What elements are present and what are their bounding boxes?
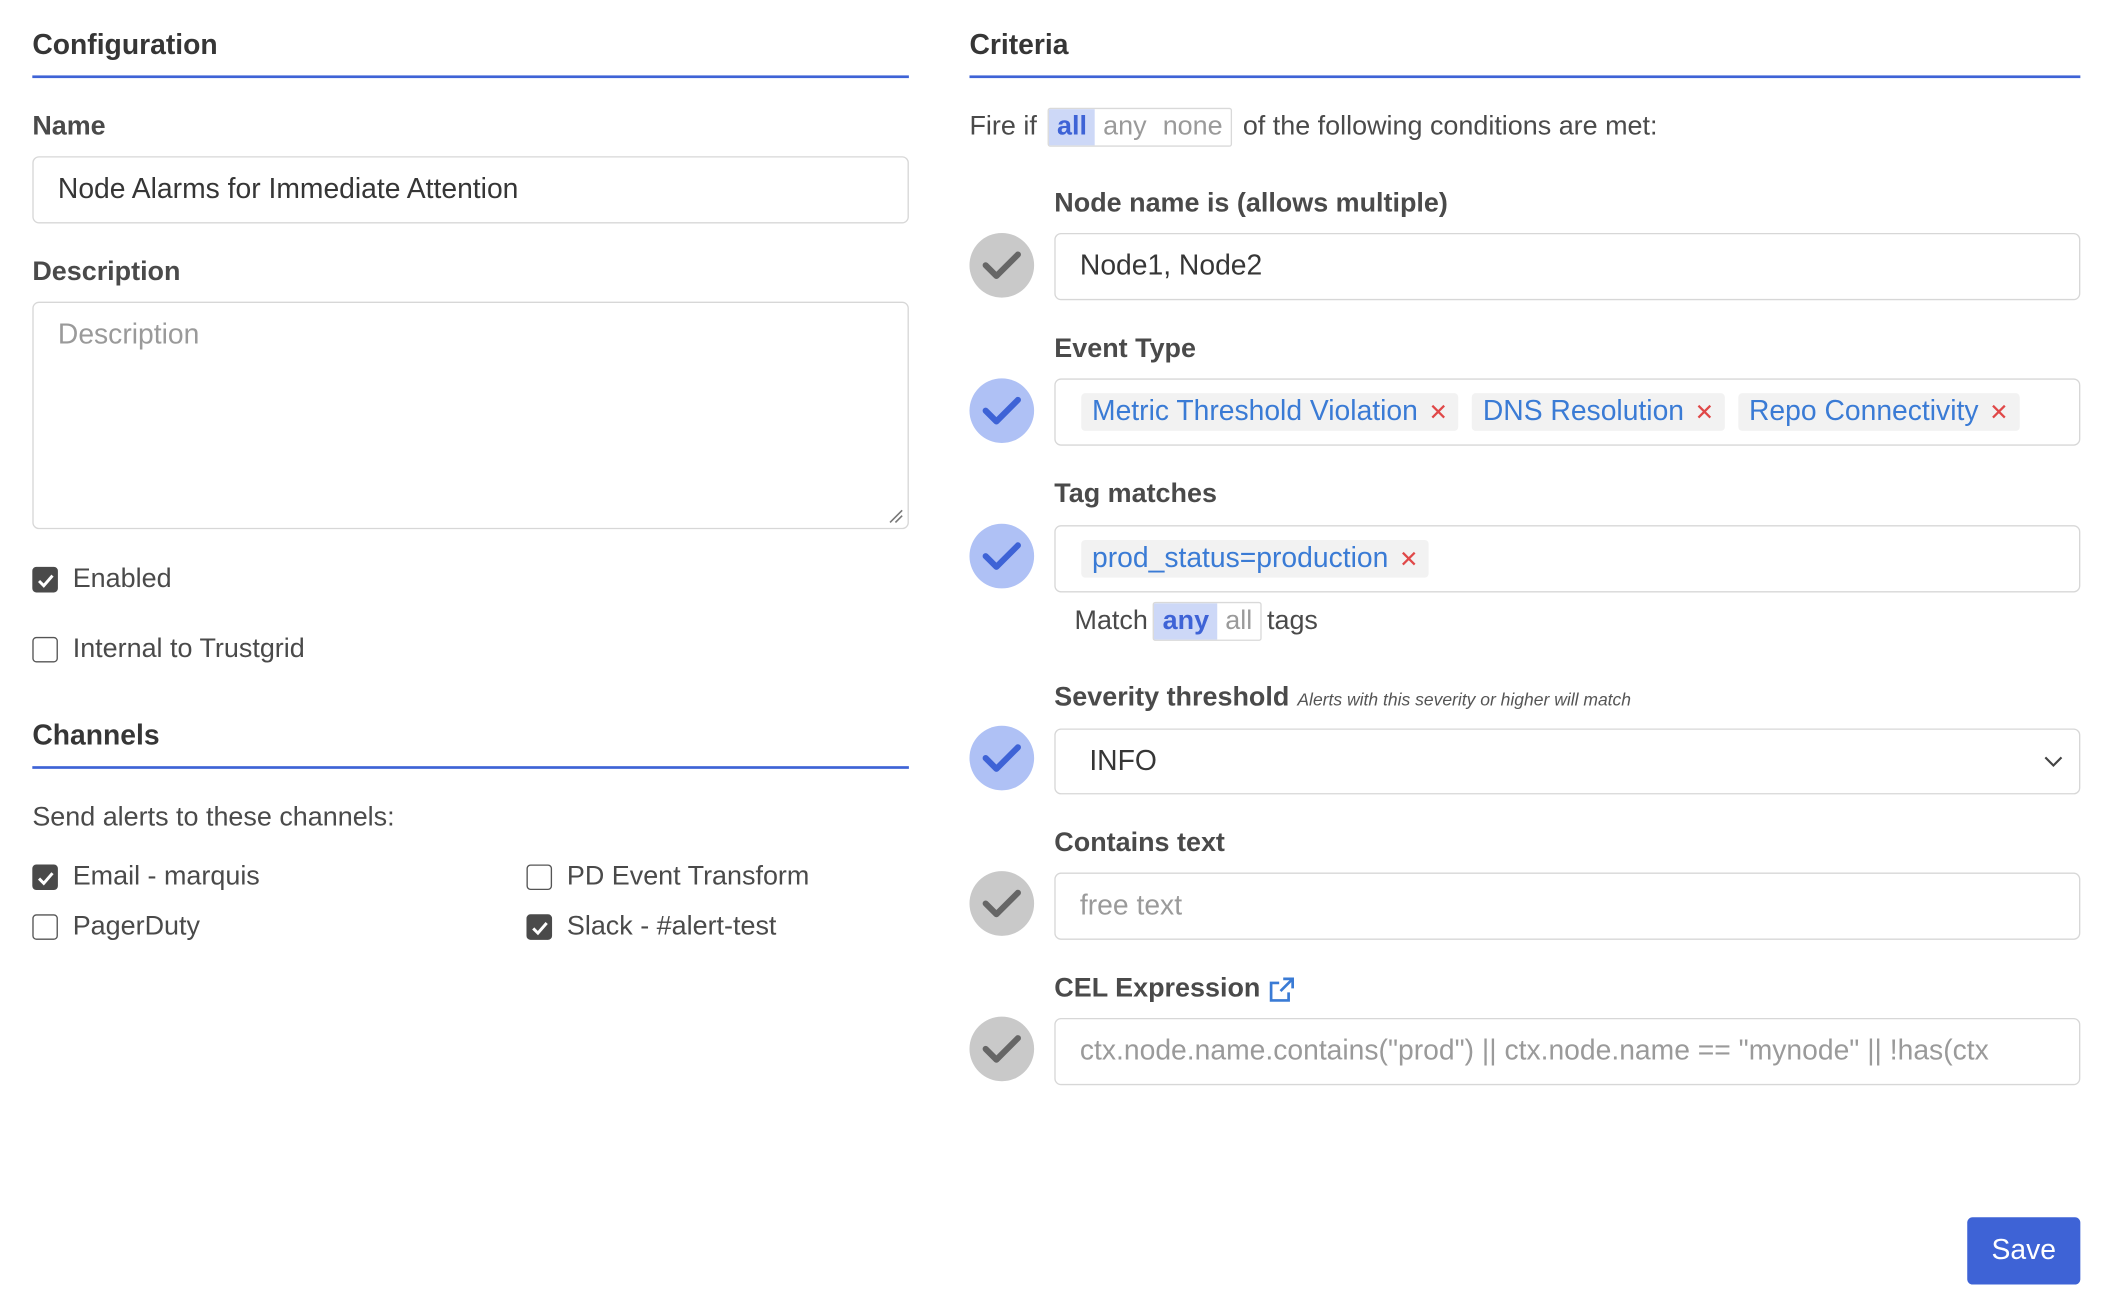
node-name-toggle[interactable] xyxy=(969,233,1034,298)
cel-label: CEL Expression xyxy=(1054,973,1261,1004)
channels-divider xyxy=(32,766,909,769)
resize-handle-icon[interactable] xyxy=(887,508,903,524)
name-input[interactable] xyxy=(32,156,909,223)
criteria-divider xyxy=(969,75,2080,78)
chevron-down-icon xyxy=(2044,755,2063,767)
contains-text-input[interactable] xyxy=(1054,873,2080,940)
channel-email-checkbox[interactable] xyxy=(32,864,58,890)
tag-matches-toggle[interactable] xyxy=(969,524,1034,589)
check-icon xyxy=(982,395,1022,427)
channel-pagerduty-checkbox[interactable] xyxy=(32,914,58,940)
event-type-tag xyxy=(1081,393,1458,431)
fire-if-row xyxy=(969,108,1657,147)
severity-label-row xyxy=(1054,683,1631,714)
node-name-label: Node name is (allows multiple) xyxy=(1054,188,1448,219)
channel-pagerduty-row[interactable] xyxy=(32,912,200,943)
enabled-label: Enabled xyxy=(72,564,172,594)
external-link-icon[interactable] xyxy=(1268,976,1295,1003)
close-icon[interactable]: ✕ xyxy=(1989,399,2009,425)
close-icon[interactable]: ✕ xyxy=(1428,399,1448,425)
configuration-divider xyxy=(32,75,909,78)
cel-expression-placeholder: ctx.node.name.contains("prod") || ctx.node.name == "mynode" || !has(ctx xyxy=(1079,1035,1989,1067)
contains-text-toggle[interactable] xyxy=(969,871,1034,936)
criteria-title: Criteria xyxy=(969,29,1069,61)
event-type-toggle[interactable] xyxy=(969,378,1034,443)
description-placeholder: Description xyxy=(57,319,200,351)
fire-if-prefix: Fire if xyxy=(969,111,1037,142)
internal-checkbox[interactable] xyxy=(32,637,58,663)
fire-if-suffix: of the following conditions are met: xyxy=(1242,111,1658,142)
save-button[interactable]: Save xyxy=(1967,1217,2080,1284)
enabled-checkbox-row[interactable] xyxy=(32,564,171,595)
cel-label-row xyxy=(1054,974,1295,1005)
description-textarea[interactable] xyxy=(32,302,909,530)
close-icon[interactable]: ✕ xyxy=(1694,399,1714,425)
node-name-input[interactable] xyxy=(1054,233,2080,300)
fire-if-option-all[interactable]: all xyxy=(1049,109,1095,145)
cel-toggle[interactable] xyxy=(969,1017,1034,1082)
tag-match-tag xyxy=(1081,540,1429,578)
check-icon xyxy=(982,540,1022,572)
close-icon[interactable]: ✕ xyxy=(1399,546,1419,572)
match-mode-row xyxy=(1075,602,1318,641)
channel-email-label: Email - marquis xyxy=(72,861,260,892)
channel-pagerduty-label: PagerDuty xyxy=(72,911,200,942)
match-option-any[interactable]: any xyxy=(1155,603,1218,639)
match-mode-toggle[interactable] xyxy=(1153,602,1261,641)
severity-toggle[interactable] xyxy=(969,726,1034,791)
name-input-value: Node Alarms for Immediate Attention xyxy=(57,173,519,205)
event-type-multiselect[interactable] xyxy=(1054,378,2080,445)
channel-slack-row[interactable] xyxy=(526,912,776,943)
internal-label: Internal to Trustgrid xyxy=(72,634,305,664)
fire-if-option-none[interactable]: none xyxy=(1162,111,1223,142)
fire-if-option-any[interactable]: any xyxy=(1103,111,1147,142)
contains-text-label: Contains text xyxy=(1054,828,1225,858)
name-label: Name xyxy=(32,111,106,142)
description-label: Description xyxy=(32,257,181,287)
match-prefix: Match xyxy=(1074,605,1148,636)
match-suffix: tags xyxy=(1266,605,1318,636)
check-icon xyxy=(530,918,549,937)
tag-label: DNS Resolution xyxy=(1482,395,1685,427)
tag-label: Metric Threshold Violation xyxy=(1092,395,1418,427)
fire-if-toggle[interactable] xyxy=(1048,108,1232,147)
match-option-all[interactable]: all xyxy=(1225,605,1253,636)
channels-intro: Send alerts to these channels: xyxy=(32,802,395,833)
check-icon xyxy=(982,742,1022,774)
check-icon xyxy=(36,570,55,589)
channel-pd-event-checkbox[interactable] xyxy=(526,864,552,890)
tag-label: Repo Connectivity xyxy=(1748,395,1979,427)
severity-select[interactable] xyxy=(1054,728,2080,794)
severity-value: INFO xyxy=(1089,745,1157,777)
tag-matches-label: Tag matches xyxy=(1054,479,1217,509)
event-type-tag xyxy=(1472,393,1725,431)
enabled-checkbox[interactable] xyxy=(32,567,58,593)
cel-expression-input[interactable] xyxy=(1054,1018,2080,1085)
channels-title: Channels xyxy=(32,720,160,752)
node-name-value: Node1, Node2 xyxy=(1079,250,1263,282)
internal-checkbox-row[interactable] xyxy=(32,634,304,665)
check-icon xyxy=(982,887,1022,919)
severity-hint: Alerts with this severity or higher will match xyxy=(1297,689,1632,710)
contains-text-placeholder: free text xyxy=(1079,890,1183,922)
tag-matches-multiselect[interactable] xyxy=(1054,525,2080,592)
channel-slack-checkbox[interactable] xyxy=(526,914,552,940)
check-icon xyxy=(982,249,1022,281)
channel-email-row[interactable] xyxy=(32,862,259,893)
event-type-tag xyxy=(1738,393,2019,431)
configuration-title: Configuration xyxy=(32,29,218,61)
channel-slack-label: Slack - #alert-test xyxy=(566,911,777,942)
channel-pd-event-row[interactable] xyxy=(526,862,809,893)
event-type-label: Event Type xyxy=(1054,333,1196,364)
check-icon xyxy=(36,868,55,887)
check-icon xyxy=(982,1033,1022,1065)
tag-label: prod_status=production xyxy=(1092,542,1389,574)
channel-pd-event-label: PD Event Transform xyxy=(566,861,810,892)
severity-label: Severity threshold xyxy=(1054,682,1290,713)
